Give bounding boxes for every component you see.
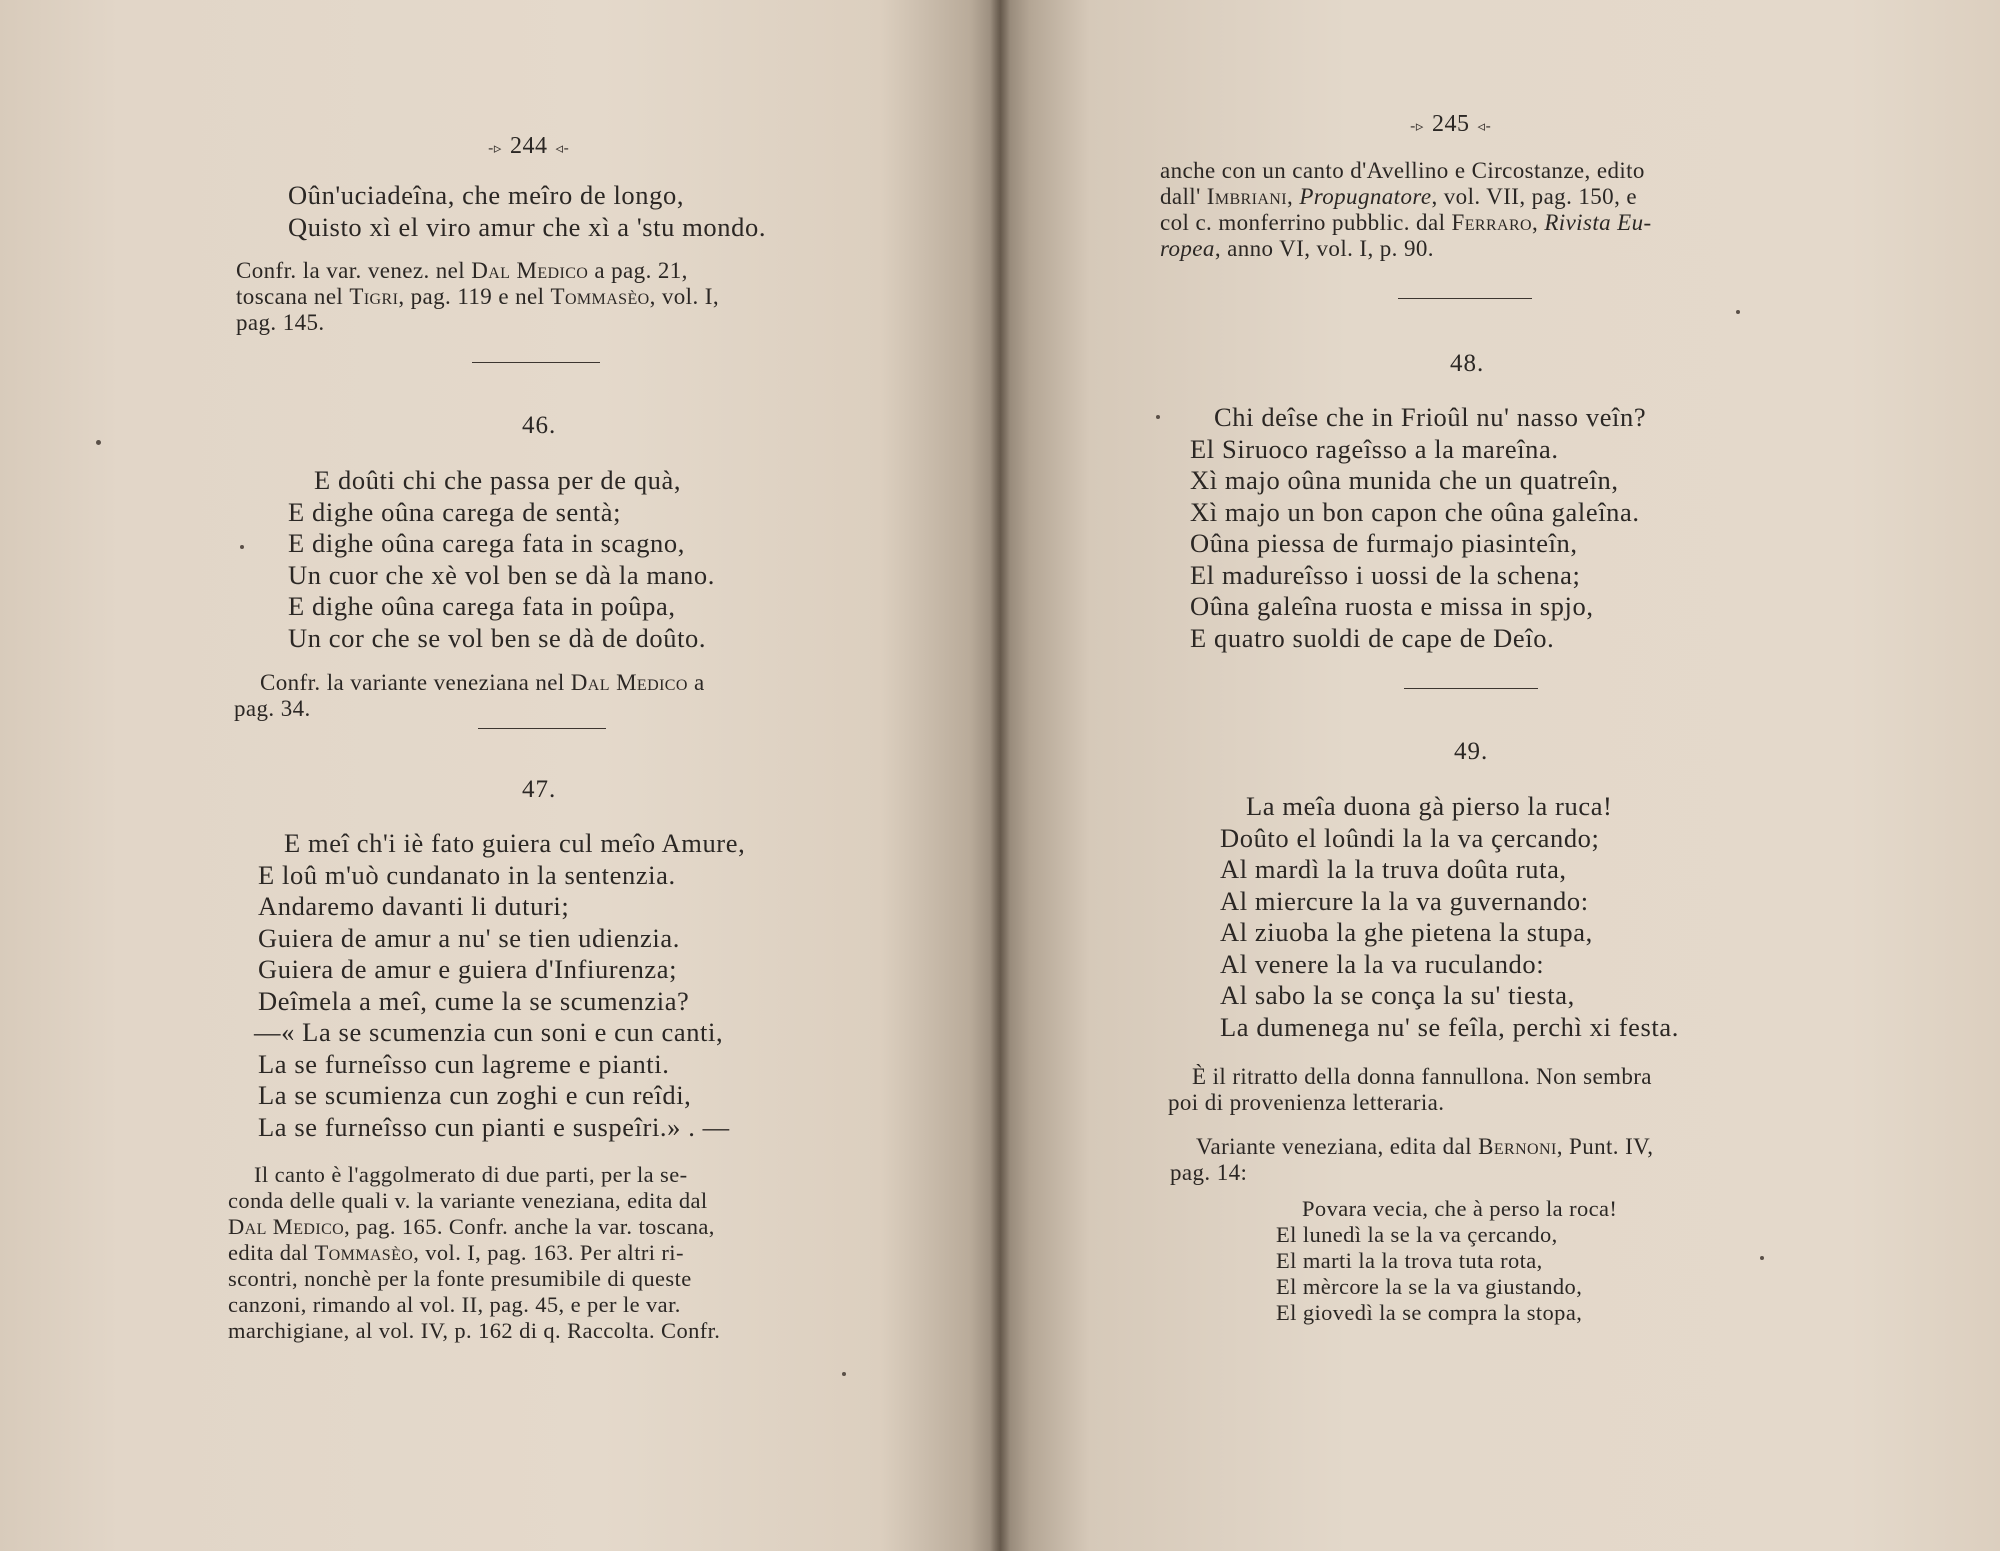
verse-line: Al sabo la se conça la su' tiesta, xyxy=(1220,980,1575,1010)
publication-title: Propugnatore xyxy=(1299,184,1432,209)
note-text: scontri, nonchè per la fonte presumibile di queste xyxy=(228,1266,692,1291)
note-text: anche con un canto d'Avellino e Circostanze, edito xyxy=(1160,158,1645,183)
note-text: Il canto è l'aggolmerato di due parti, per la se- xyxy=(254,1162,688,1187)
paper-speck xyxy=(1760,1256,1764,1260)
author-name: Imbriani xyxy=(1206,184,1287,209)
right-page xyxy=(1000,0,2000,1551)
paper-speck xyxy=(1156,415,1160,419)
song-47-verses xyxy=(254,828,746,1143)
verse-line: El Siruoco rageîsso a la mareîna. xyxy=(1190,433,1559,464)
book-gutter xyxy=(990,0,1010,1551)
author-name: Dal Medico xyxy=(570,670,688,695)
note-text: toscana nel xyxy=(236,284,350,309)
note-text: poi di provenienza letteraria. xyxy=(1168,1090,1445,1115)
section-divider xyxy=(472,362,600,363)
verse-line: E quatro suoldi de cape de Deîo. xyxy=(1190,622,1555,653)
author-name: Tigri xyxy=(349,284,399,309)
song-number: 49. xyxy=(1454,738,1489,765)
verse-line: Povara vecia, che à perso la roca! xyxy=(1302,1196,1618,1221)
note-text: conda delle quali v. la variante veneziana, edita dal xyxy=(228,1188,708,1213)
page-number: 244 xyxy=(509,133,548,159)
paper-speck xyxy=(96,440,101,445)
song-49-note-1 xyxy=(1168,1064,1652,1116)
note-text: Confr. la var. venez. nel xyxy=(236,258,472,283)
note-text: , xyxy=(1287,184,1300,209)
note-text: pag. 34. xyxy=(234,696,311,721)
note-text: , vol. I, xyxy=(649,284,719,309)
publication-title: Rivista Eu- xyxy=(1544,210,1652,235)
continuation-note xyxy=(1160,158,1652,262)
verse-line: Xì majo un bon capon che oûna galeîna. xyxy=(1190,496,1640,527)
verse-line: El mèrcore la se la va giustando, xyxy=(1276,1274,1583,1299)
verse-line: Andaremo davanti li duturi; xyxy=(258,891,570,921)
note-text: marchigiane, al vol. IV, p. 162 di q. Raccolta. Confr. xyxy=(228,1318,721,1343)
note-text: , anno VI, vol. I, p. 90. xyxy=(1214,236,1434,261)
note-text: , vol. VII, pag. 150, e xyxy=(1431,184,1637,209)
verse-line: Un cuor che xè vol ben se dà la mano. xyxy=(288,559,715,590)
song-46-verses xyxy=(288,465,715,654)
verse-line: La se furneîsso cun lagreme e pianti. xyxy=(258,1048,670,1079)
section-divider xyxy=(1398,298,1532,299)
author-name: Dal Medico xyxy=(228,1214,345,1239)
verse-line: —« La se scumenzia cun soni e cun canti, xyxy=(254,1017,724,1047)
verse-line: Quisto xì el viro amur che xì a 'stu mondo. xyxy=(288,211,767,242)
song-number: 46. xyxy=(522,412,557,439)
header-left-mark: -▹ xyxy=(488,139,502,157)
verse-line: Oûna galeîna ruosta e missa in spjo, xyxy=(1190,591,1594,621)
verse-line: E loû m'uò cundanato in la sentenzia. xyxy=(258,859,676,890)
song-number: 48. xyxy=(1450,350,1485,377)
verse-line: Guiera de amur e guiera d'Infiurenza; xyxy=(258,954,678,984)
verse-line: Deîmela a meî, cume la se scumenzia? xyxy=(258,985,690,1016)
song-46-note xyxy=(234,670,705,722)
author-name: Bernoni xyxy=(1478,1134,1557,1159)
verse-line: E dighe oûna carega fata in scagno, xyxy=(288,528,685,558)
note-text: dall' xyxy=(1160,184,1207,209)
note-text: canzoni, rimando al vol. II, pag. 45, e per le var. xyxy=(228,1292,681,1317)
note-text: Variante veneziana, edita dal xyxy=(1196,1134,1479,1159)
section-divider xyxy=(478,728,606,729)
note-text: È il ritratto della donna fannullona. Non sembra xyxy=(1192,1064,1652,1089)
author-name: Ferraro xyxy=(1451,210,1533,235)
verse-line: E dighe oûna carega fata in poûpa, xyxy=(288,591,676,621)
verse-line: Al venere la la va ruculando: xyxy=(1220,948,1545,979)
song-47-note xyxy=(228,1162,720,1344)
note-text: pag. 145. xyxy=(236,310,325,335)
note-text: pag. 14: xyxy=(1170,1160,1248,1185)
verse-line: Oûna piessa de furmajo piasinteîn, xyxy=(1190,528,1578,558)
note-text: a pag. 21, xyxy=(588,258,688,283)
variant-verses xyxy=(1276,1196,1617,1326)
paper-speck xyxy=(1736,310,1740,314)
page-number: 245 xyxy=(1431,111,1470,137)
publication-title: ropea xyxy=(1160,236,1215,261)
note-text: , Punt. IV, xyxy=(1556,1134,1654,1159)
author-name: Tommasèo xyxy=(314,1240,414,1265)
header-right-mark: ◃- xyxy=(555,139,570,157)
note-text: , pag. 165. Confr. anche la var. toscana, xyxy=(344,1214,715,1239)
note-text: col c. monferrino pubblic. dal xyxy=(1160,210,1452,235)
paper-speck xyxy=(240,545,244,549)
note-text: Confr. la variante veneziana nel xyxy=(260,670,571,695)
verse-line: Oûn'uciadeîna, che meîro de longo, xyxy=(288,180,685,210)
verse-line: El lunedì la se la va çercando, xyxy=(1276,1222,1558,1247)
continuation-verses xyxy=(288,180,766,243)
verse-line: El madureîsso i uossi de la schena; xyxy=(1190,559,1581,590)
verse-line: E doûti chi che passa per de quà, xyxy=(314,465,682,495)
verse-line: La dumenega nu' se feîla, perchì xi festa. xyxy=(1220,1011,1679,1042)
verse-line: Xì majo oûna munida che un quatreîn, xyxy=(1190,465,1619,495)
verse-line: E meî ch'i iè fato guiera cul meîo Amure, xyxy=(284,828,746,858)
verse-line: Doûto el loûndi la la va çercando; xyxy=(1220,822,1600,853)
verse-line: E dighe oûna carega de sentà; xyxy=(288,496,622,527)
author-name: Dal Medico xyxy=(471,258,589,283)
header-right-mark: ◃- xyxy=(1477,117,1492,135)
note-text: a xyxy=(687,670,705,695)
page-header xyxy=(1410,111,1491,138)
note-text: , xyxy=(1532,210,1545,235)
song-48-verses xyxy=(1190,402,1646,654)
author-name: Tommasèo xyxy=(550,284,650,309)
page-header xyxy=(488,133,569,160)
paper-speck xyxy=(842,1372,846,1376)
verse-line: La se furneîsso cun pianti e suspeîri.» . — xyxy=(258,1111,730,1142)
verse-line: La se scumienza cun zoghi e cun reîdi, xyxy=(258,1080,692,1110)
verse-line: Al mardì la la truva doûta ruta, xyxy=(1220,854,1567,884)
verse-line: Un cor che se vol ben se dà de doûto. xyxy=(288,622,707,653)
note-text: , pag. 119 e nel xyxy=(398,284,551,309)
verse-line: El marti la la trova tuta rota, xyxy=(1276,1248,1543,1273)
song-49-verses xyxy=(1220,791,1679,1043)
note-text: edita dal xyxy=(228,1240,315,1265)
header-left-mark: -▹ xyxy=(1410,117,1424,135)
song-number: 47. xyxy=(522,776,557,803)
continuation-note xyxy=(236,258,719,336)
song-49-note-2 xyxy=(1170,1134,1653,1186)
verse-line: El giovedì la se compra la stopa, xyxy=(1276,1300,1583,1325)
section-divider xyxy=(1404,688,1538,689)
verse-line: Chi deîse che in Frioûl nu' nasso veîn? xyxy=(1214,402,1647,432)
verse-line: Guiera de amur a nu' se tien udienzia. xyxy=(258,922,680,953)
verse-line: Al miercure la la va guvernando: xyxy=(1220,885,1589,916)
verse-line: Al ziuoba la ghe pietena la stupa, xyxy=(1220,917,1593,947)
verse-line: La meîa duona gà pierso la ruca! xyxy=(1246,791,1613,821)
note-text: , vol. I, pag. 163. Per altri ri- xyxy=(413,1240,684,1265)
